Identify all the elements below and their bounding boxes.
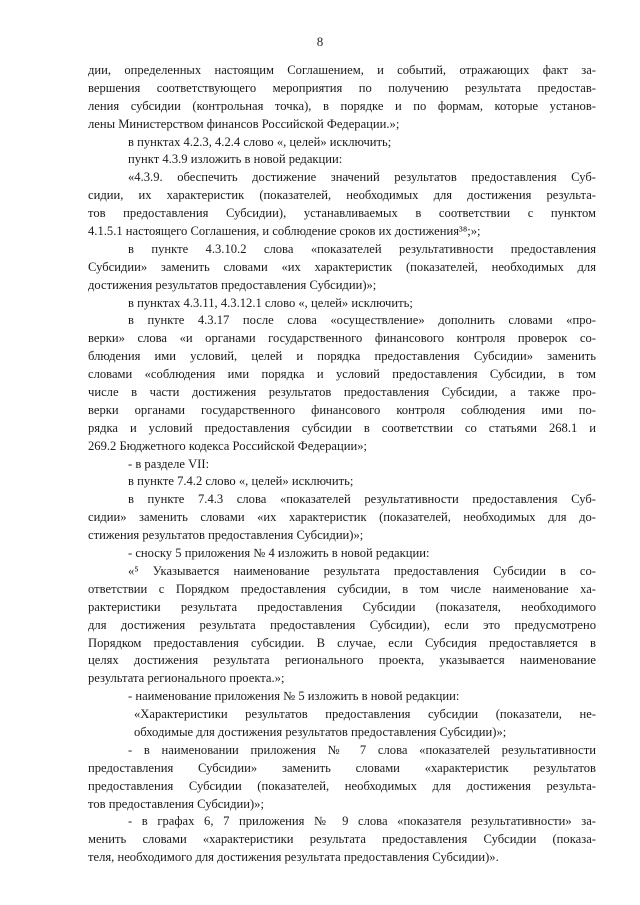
text-line: обходимые для достижения результатов предоставления Субсидии)»; [134, 724, 507, 739]
text-line: теля, необходимого для достижения результата предоставления Субсидии)». [88, 850, 499, 865]
text-line: тов предоставления Субсидии), устанавливаемых в соответствии с пунктом [88, 206, 596, 221]
text-line: «Характеристики результатов предоставления субсидии (показатели, не- [134, 707, 596, 722]
text-line: Субсидии» заменить словами «их характеристик (показателей, необходимых для [88, 259, 596, 274]
text-line: достижения результатов предоставления Субсидии)»; [88, 277, 377, 292]
text-line: в пунктах 4.3.11, 4.3.12.1 слово «, целей» исключить; [128, 295, 413, 310]
text-line: для достижения результата предоставления Субсидии), если это предусмотрено [88, 617, 596, 632]
text-line: «4.3.9. обеспечить достижение значений результатов предоставления Суб- [128, 170, 596, 185]
text-line: сидии» заменить словами «их характеристик (показателей, необходимых для до- [88, 510, 596, 525]
text-line: ответствии с Порядком предоставления субсидии, в том числе наименование ха- [88, 581, 596, 596]
text-line: ления субсидии (контрольная точка), в порядке и по формам, которые установ- [88, 98, 596, 113]
text-line: - в наименовании приложения № 7 слова «показателей результативности [128, 742, 596, 757]
text-line: пункт 4.3.9 изложить в новой редакции: [128, 152, 343, 167]
text-line: тов предоставления Субсидии)»; [88, 796, 264, 811]
text-line: в пункте 7.4.2 слово «, целей» исключить; [128, 474, 354, 489]
text-line: лены Министерством финансов Российской Федерации.»; [88, 116, 400, 131]
text-line: - в графах 6, 7 приложения № 9 слова «показателя результативности» за- [128, 814, 596, 829]
page-number: 8 [316, 34, 324, 49]
document-body [88, 62, 596, 867]
text-line: целях достижения результата регионального проекта, указывается наименование [88, 653, 596, 668]
text-line: Порядком предоставления субсидии. В случае, если Субсидия предоставляется в [88, 635, 596, 650]
text-line: сидии, их характеристик (показателей, необходимых для достижения результа- [88, 188, 596, 203]
text-line: в пункте 4.3.10.2 слова «показателей результативности предоставления [128, 241, 596, 256]
text-line: стижения результатов предоставления Субсидии)»; [88, 528, 364, 543]
text-line: словами «соблюдения ими порядка и условий предоставления Субсидии, в том [88, 367, 596, 382]
text-line: предоставления Субсидии» заменить словами «характеристик результатов [88, 760, 596, 775]
text-line: верки» слова «и органами государственного финансового контроля проверок со- [88, 331, 596, 346]
text-line: верки органами государственного финансового контроля соблюдения ими по- [88, 402, 596, 417]
text-line: предоставления Субсидии (показателей, необходимых для достижения результа- [88, 778, 596, 793]
text-line: - в разделе VII: [128, 456, 210, 471]
text-line: рядка и условий предоставления субсидии в соответствии со статьями 268.1 и [88, 420, 596, 435]
text-line: «⁵ Указывается наименование результата предоставления Субсидии в со- [128, 563, 596, 578]
text-line: в пунктах 4.2.3, 4.2.4 слово «, целей» исключить; [128, 134, 392, 149]
text-line: в пункте 4.3.17 после слова «осуществление» дополнить словами «про- [128, 313, 596, 328]
text-line: в пункте 7.4.3 слова «показателей результативности предоставления Суб- [128, 492, 596, 507]
text-line: числе в части достижения результатов предоставления Субсидии, а также про- [88, 385, 596, 400]
text-line: 269.2 Бюджетного кодекса Российской Федерации»; [88, 438, 368, 453]
text-line: 4.1.5.1 настоящего Соглашения, и соблюдение сроков их достижения³⁸;»; [88, 224, 481, 239]
text-line: рактеристики результата предоставления Субсидии (показателя, необходимого [88, 599, 596, 614]
text-line: дии, определенных настоящим Соглашением, и событий, отражающих факт за- [88, 63, 596, 77]
text-line: - наименование приложения № 5 изложить в новой редакции: [128, 689, 460, 704]
text-line: вершения соответствующего мероприятия по получению результата предостав- [88, 80, 596, 95]
text-line: менить словами «характеристики результата предоставления Субсидии (показа- [88, 832, 596, 847]
text-line: результата регионального проекта.»; [88, 671, 285, 686]
text-line: - сноску 5 приложения № 4 изложить в новой редакции: [128, 546, 430, 561]
text-line: блюдения ими условий, целей и порядка предоставления Субсидии» заменить [88, 349, 596, 364]
